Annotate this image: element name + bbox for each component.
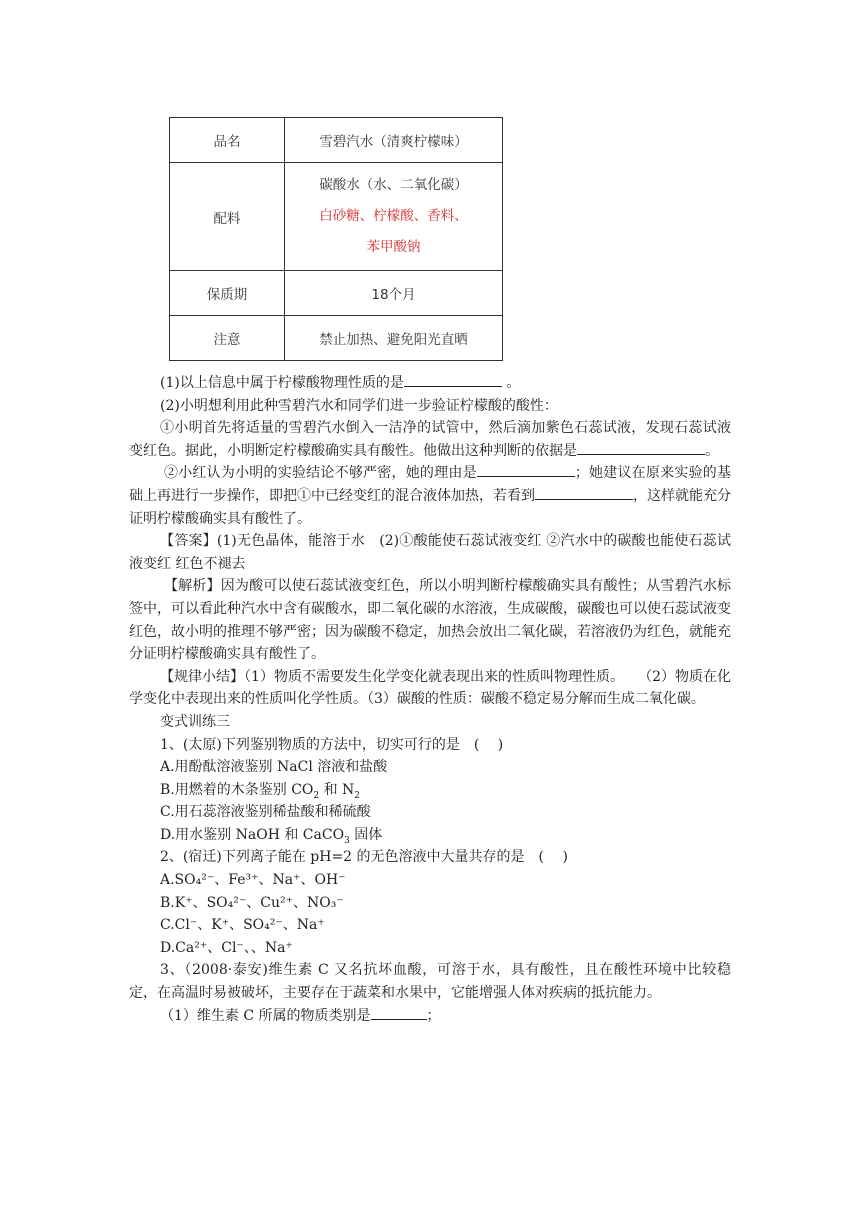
- ingredient-line: 白砂糖、柠檬酸、香料、: [319, 208, 468, 224]
- answer-paragraph: 【答案】(1)无色晶体，能溶于水 (2)①酸能使石蕊试液变红 ②汽水中的碳酸也能使石蕊试液变红 红色不褪去: [129, 533, 731, 572]
- exercise-2-option-c: C.Cl⁻、K⁺、SO₄²⁻、Na⁺: [160, 917, 325, 934]
- answer-blank: [371, 1005, 427, 1020]
- product-label-table: [169, 117, 503, 361]
- exercise-1-stem: 1、(太原)下列鉴别物质的方法中，切实可行的是 ( ): [160, 736, 504, 753]
- question-text: ②小红认为小明的实验结论不够严密，她的理由是: [164, 465, 477, 482]
- exercise-2-option-b: B.K⁺、SO₄²⁻、Cu²⁺、NO₃⁻: [160, 894, 344, 911]
- question-text: ①小明首先将适量的雪碧汽水倒入一洁净的试管中，然后滴加紫色石蕊试液，发现石蕊试液变红色。据此，小明断定柠檬酸确实具有酸性。他做出这种判断的依据是: [129, 420, 731, 459]
- exercise-3-stem: 3、（2008·泰安)维生素 C 又名抗坏血酸，可溶于水，具有酸性，且在酸性环境中比较稳定，在高温时易被破坏，主要存在于蔬菜和水果中，它能增强人体对疾病的抵抗能力。: [129, 962, 731, 1002]
- label-key: 注意: [170, 316, 285, 361]
- punct: 。: [506, 375, 521, 391]
- analysis-paragraph: 【解析】因为酸可以使石蕊试液变红色，所以小明判断柠檬酸确实具有酸性；从雪碧汽水标签中，可以看此种汽水中含有碳酸水，即二氧化碳的水溶液，生成碳酸，碳酸也可以使石蕊试液变红色，故小明的推理不够严密；因为碳酸不稳定，加热会放出二氧化碳，若溶液仍为红色，就能充分证明柠檬酸确实具有酸性了。: [129, 578, 731, 663]
- label-value-ingredients: [285, 163, 503, 271]
- answer-blank: [535, 485, 633, 500]
- label-value: 18个月: [285, 271, 503, 316]
- label-row-name: [170, 118, 503, 163]
- exercise-1-option-b: B.用燃着的木条鉴别 $CO_2$ 和 $N_2$: [160, 781, 361, 801]
- question-2a: [129, 417, 731, 462]
- exercise-2-option-d: D.Ca²⁺、Cl⁻、、Na⁺: [160, 939, 293, 956]
- answer-blank: [404, 372, 502, 387]
- exercise-2-stem: 2、(宿迁)下列离子能在 pH=2 的无色溶液中大量共存的是 ( ): [160, 849, 568, 866]
- document-body: [129, 372, 731, 1027]
- summary-paragraph: 【规律小结】（1）物质不需要发生化学变化就表现出来的性质叫物理性质。 （2）物质在化学变化中表现出来的性质叫化学性质。（3）碳酸的性质：碳酸不稳定易分解而生成二氧化碳。: [129, 668, 731, 708]
- exercise-2-option-a: A.SO₄²⁻、Fe³⁺、Na⁺、OH⁻: [160, 872, 346, 889]
- exercise-3-question-1: [129, 1005, 731, 1028]
- exercise-1-option-a: A.用酚酞溶液鉴别 NaCl 溶液和盐酸: [160, 759, 388, 776]
- exercise-1-option-d: D.用水鉴别 NaOH 和 CaCO$_3$ 固体: [160, 826, 383, 846]
- ingredient-line: 碳酸水（水、二氧化碳）: [319, 177, 468, 193]
- label-key: 配料: [170, 163, 285, 271]
- label-row-note: [170, 316, 503, 361]
- label-key: 保质期: [170, 271, 285, 316]
- question-1: [129, 372, 731, 395]
- answer-blank: [577, 440, 705, 455]
- question-2b: [129, 462, 731, 530]
- question-text: ，这样就能充分证明柠檬酸确实具有酸性了。: [129, 487, 731, 527]
- question-text: (1)以上信息中属于柠檬酸物理性质的是: [160, 375, 404, 391]
- question-text: ；她建议在原来实验的基础上再进行一步操作，即把①中已经变红的混合液体加热，若看到: [129, 465, 731, 504]
- label-value: 禁止加热、避免阳光直晒: [285, 316, 503, 361]
- label-key: 品名: [170, 118, 285, 163]
- question-2: (2)小明想利用此种雪碧汽水和同学们进一步验证柠檬酸的酸性：: [160, 397, 558, 414]
- punct: 。: [705, 442, 719, 459]
- label-value: 雪碧汽水（清爽柠檬味）: [285, 118, 503, 163]
- ingredient-line: 苯甲酸钠: [366, 239, 421, 255]
- punct: ；: [426, 1007, 441, 1024]
- label-row-ingredients: [170, 163, 503, 271]
- label-row-shelf-life: [170, 271, 503, 316]
- section-title: 变式训练三: [160, 713, 230, 730]
- exercise-1-option-c: C.用石蕊溶液鉴别稀盐酸和稀硫酸: [160, 804, 371, 821]
- question-text: （1）维生素 C 所属的物质类别是: [160, 1007, 371, 1024]
- answer-blank: [477, 462, 575, 477]
